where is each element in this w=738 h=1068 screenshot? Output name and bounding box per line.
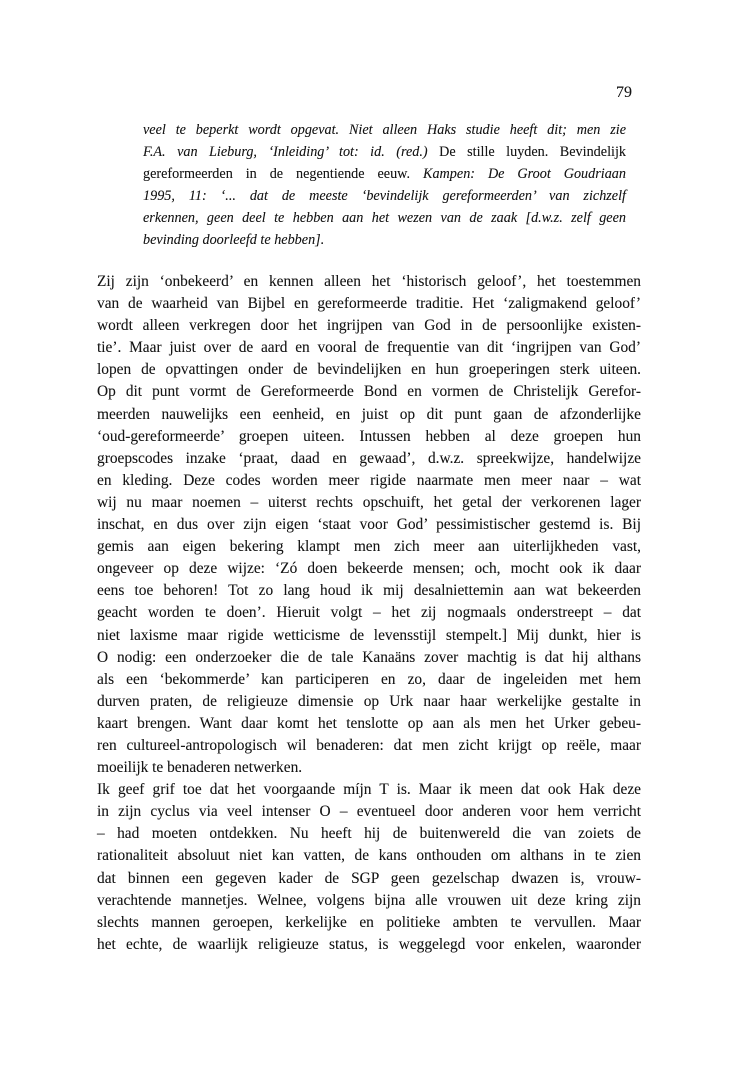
text-line [143, 141, 626, 163]
text-segment: O nodig: een onderzoeker die de tale Kanaäns zover machtig is dat hij althans [97, 648, 641, 666]
text-segment: Op dit punt vormt de Gereformeerde Bond en vormen de Christelijk Gerefor- [97, 383, 641, 401]
text-segment: ongeveer op deze wijze: ‘Zó doen bekeerde mensen; och, mocht ook ik daar [97, 560, 641, 578]
text-line [97, 448, 641, 470]
body-text [97, 271, 641, 956]
text-segment: gereformeerden in de negentiende eeuw. [143, 166, 411, 182]
text-segment: inschat, en dus over zijn eigen ‘staat voor God’ pessimistischer gestemd is. Bij [97, 516, 641, 534]
text-line [97, 912, 641, 934]
text-line [97, 514, 641, 536]
text-segment: en kleding. Deze codes worden meer rigide naarmate men meer naar – wat [97, 471, 641, 489]
text-segment: moeilijk te benaderen netwerken. [97, 759, 303, 777]
text-line [97, 381, 641, 403]
text-line [97, 580, 641, 602]
page-number: 79 [616, 84, 632, 101]
text-line [97, 801, 641, 823]
text-segment: wij nu maar noemen – uiterst rechts opschuift, het getal der verkorenen lager [97, 493, 641, 511]
text-line [97, 470, 641, 492]
text-line [97, 625, 641, 647]
text-segment: eens toe behoren! Tot zo lang houd ik mij desalniettemin aan wat bekeerden [97, 582, 641, 600]
text-segment: als een ‘bekommerde’ kan participeren en zo, daar de ingeleiden met hem [97, 670, 641, 688]
text-segment: het echte, de waarlijk religieuze status, is weggelegd voor enkelen, waaronder [97, 935, 641, 953]
paragraph [97, 779, 641, 956]
text-line [97, 779, 641, 801]
italic-text-segment: F.A. van Lieburg, ‘Inleiding’ tot: id. (red.) [143, 144, 428, 160]
text-line [97, 757, 641, 779]
text-segment: ‘oud-gereformeerde’ groepen uiteen. Intussen hebben al deze groepen hun [97, 427, 641, 445]
text-line [97, 691, 641, 713]
text-line [97, 315, 641, 337]
text-line [97, 558, 641, 580]
text-segment: durven praten, de religieuze dimensie op Urk naar haar werkelijke gestalte in [97, 692, 641, 710]
text-segment: kaart brengen. Want daar komt het tenslotte op aan als men het Urker gebeu- [97, 714, 641, 732]
text-segment: geacht worden te doen’. Hieruit volgt – het zij nogmaals onderstreept – dat [97, 604, 641, 622]
text-line [97, 713, 641, 735]
text-line [97, 669, 641, 691]
text-line [143, 229, 626, 251]
text-line [97, 536, 641, 558]
text-line [97, 823, 641, 845]
text-line [97, 735, 641, 757]
text-line [143, 119, 626, 141]
text-line [97, 359, 641, 381]
text-line [97, 404, 641, 426]
text-segment: wordt alleen verkregen door het ingrijpen van God in de persoonlijke existen- [97, 317, 641, 335]
text-line [97, 337, 641, 359]
text-segment: Ik geef grif toe dat het voorgaande míjn T is. Maar ik meen dat ook Hak deze [97, 781, 641, 799]
text-segment: verachtende mannetjes. Welnee, volgens bijna alle vrouwen uit deze kring zijn [97, 891, 641, 909]
text-line [97, 934, 641, 956]
text-line [97, 271, 641, 293]
text-segment: gemis aan eigen bekering klampt men zich meer aan uiterlijkheden vast, [97, 538, 641, 556]
italic-text-segment: erkennen, geen deel te hebben aan het wezen van de zaak [d.w.z. zelf geen [143, 210, 626, 226]
text-line [97, 293, 641, 315]
italic-text-segment: veel te beperkt wordt opgevat. Niet alleen Haks studie heeft dit; men zie [143, 122, 626, 138]
paragraph [97, 271, 641, 779]
text-segment: van de waarheid van Bijbel en gereformeerde traditie. Het ‘zaligmakend geloof’ [97, 295, 641, 313]
italic-text-segment: Kampen: De Groot Goudriaan [410, 166, 626, 182]
italic-text-segment: bevinding doorleefd te hebben]. [143, 232, 325, 248]
text-segment: in zijn cyclus via veel intenser O – eventueel door anderen voor hem verricht [97, 803, 641, 821]
text-line [143, 185, 626, 207]
text-segment: slechts mannen geroepen, kerkelijke en politieke ambten te vervullen. Maar [97, 913, 641, 931]
block-quote [143, 119, 626, 251]
text-segment: lopen de opvattingen onder de bevindelijken en hun groeperingen sterk uiteen. [97, 361, 641, 379]
text-segment: dat binnen een gegeven kader de SGP geen gezelschap dwazen is, vrouw- [97, 869, 641, 887]
text-segment: tie’. Maar juist over de aard en vooral de frequentie van dit ‘ingrijpen van God’ [97, 339, 641, 357]
text-segment: ren cultureel-antropologisch wil benaderen: dat men zicht krijgt op reële, maar [97, 736, 641, 754]
text-line [97, 868, 641, 890]
text-segment: meerden nauwelijks een eenheid, en juist op dit punt gaan de afzonderlijke [97, 405, 641, 423]
text-segment: rationaliteit absoluut niet kan vatten, de kans onthouden om althans in te zien [97, 847, 641, 865]
text-line [97, 602, 641, 624]
text-line [97, 426, 641, 448]
text-segment: De stille luyden. Bevindelijk [427, 144, 626, 160]
text-segment: Zij zijn ‘onbekeerd’ en kennen alleen het ‘historisch geloof’, het toestemmen [97, 273, 641, 290]
text-segment: niet laxisme maar rigide wetticisme de levensstijl stempelt.] Mij dunkt, hier is [97, 626, 641, 644]
text-line [97, 647, 641, 669]
text-segment: groepscodes inzake ‘praat, daad en gewaad’, d.w.z. spreekwijze, handelwijze [97, 449, 641, 467]
text-line [97, 492, 641, 514]
text-line [97, 845, 641, 867]
italic-text-segment: 1995, 11: ‘... dat de meeste ‘bevindelijk gereformeerden’ van zichzelf [143, 188, 626, 204]
text-line [143, 207, 626, 229]
text-line [143, 163, 626, 185]
text-segment: – had moeten ontdekken. Nu heeft hij de buitenwereld die van zoiets de [97, 825, 641, 843]
text-line [97, 890, 641, 912]
